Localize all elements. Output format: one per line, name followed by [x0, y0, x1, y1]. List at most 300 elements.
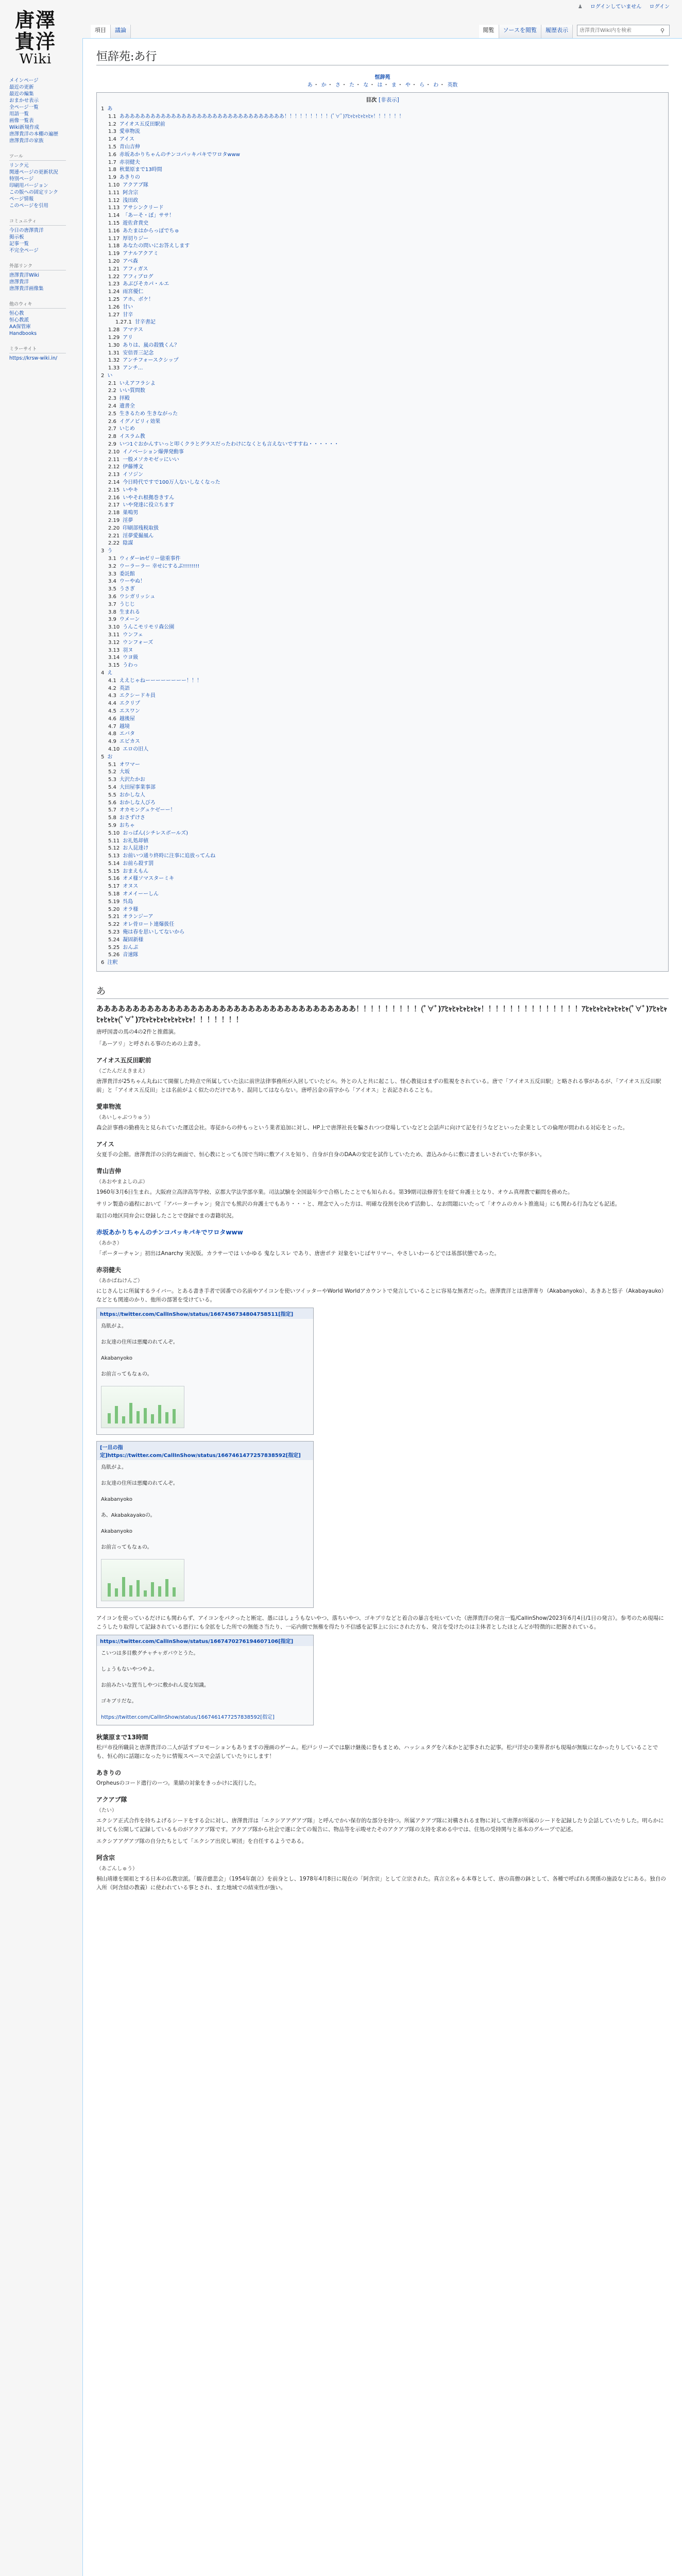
toc-entry-label[interactable]: アフィブログ [123, 274, 154, 280]
toc-entry[interactable] [101, 456, 664, 464]
toc-entry-label[interactable]: オメイーーしん [123, 891, 159, 897]
toc-entry[interactable] [101, 594, 664, 601]
toc-entry-label[interactable]: オメ様ソマスターミキ [123, 876, 175, 882]
toc-entry[interactable] [101, 662, 664, 670]
sidebar-item[interactable]: ページ情報 [9, 196, 34, 202]
toc-entry[interactable] [101, 761, 664, 769]
toc-entry[interactable] [101, 121, 664, 129]
toc-entry[interactable] [101, 151, 664, 159]
toc-entry[interactable] [101, 220, 664, 228]
toc-entry-label[interactable]: 一般メソカモゼッにいい [123, 456, 179, 463]
toc-entry[interactable] [101, 754, 664, 761]
login-link[interactable]: ログイン [649, 4, 670, 10]
toc-entry[interactable] [101, 243, 664, 250]
toc-entry-number: 2.5 [108, 411, 116, 417]
toc-entry[interactable] [101, 746, 664, 754]
toc-entry[interactable] [101, 792, 664, 800]
toc-entry-label[interactable]: 「あーそ・ぼ」ササ！ [123, 213, 175, 219]
toc-entry-label[interactable]: 注釈 [107, 960, 118, 966]
toc-entry[interactable] [101, 525, 664, 533]
toc-entry-label[interactable]: うわっ [123, 663, 139, 669]
toc-entry[interactable] [101, 578, 664, 586]
toc-entry-label[interactable]: 凝固新様 [123, 937, 144, 943]
toc-entry-label[interactable]: 拝殿 [119, 396, 130, 402]
toc-entry-label[interactable]: イグノビリィ効果 [119, 418, 161, 425]
toc-entry-label[interactable]: アイス [119, 137, 134, 143]
toc-entry-label[interactable]: え [107, 670, 113, 676]
toc-entry[interactable] [101, 212, 664, 220]
sidebar-item[interactable]: 画像一覧表 [9, 118, 34, 124]
toc-entry-label[interactable]: 印刷部残税取扱 [123, 525, 159, 531]
toc-entry-label[interactable]: ああああああああああああああああああああああああああああああああ！！！！！！！！！(ﾟ∀ﾟ)ｱﾋｬﾋｬﾋｬﾋｬﾋｬ！！！！！！ [119, 113, 404, 120]
toc-entry[interactable] [101, 441, 664, 449]
toc-entry-label[interactable]: ウンフェ [123, 632, 143, 638]
toc-entry-label[interactable]: いやキ [123, 487, 139, 493]
toc-entry-label[interactable]: おかしな人 [119, 792, 145, 798]
toc-entry[interactable] [101, 296, 664, 304]
toc-entry[interactable] [101, 830, 664, 838]
toc-entry[interactable] [101, 563, 664, 571]
entry-reading: （あごんしゅう） [96, 1866, 138, 1872]
toc-entry-label[interactable]: 安倍晋三記念 [123, 350, 154, 356]
kana-link[interactable]: な [363, 82, 369, 88]
toc-entry[interactable] [101, 838, 664, 845]
toc-entry[interactable] [101, 654, 664, 662]
toc-entry-label[interactable]: いい質問数 [119, 388, 145, 394]
toc-entry[interactable] [101, 433, 664, 441]
toc-entry[interactable] [101, 944, 664, 952]
toc-entry[interactable] [101, 464, 664, 471]
toc-entry-label[interactable]: ウーやぬ！ [119, 579, 145, 585]
toc-entry-label[interactable]: うさぎ [119, 586, 135, 592]
toc-entry[interactable] [101, 586, 664, 594]
tab-talk[interactable]: 議論 [111, 25, 131, 38]
toc-entry-label[interactable]: うんこモリモリ森公園 [123, 624, 175, 631]
toc-entry-label[interactable]: イノベーション爆弾発動事 [123, 449, 184, 455]
toc-entry[interactable] [101, 571, 664, 579]
kana-link[interactable]: か [321, 82, 327, 88]
toc-entry-label[interactable]: 越境 [119, 723, 130, 730]
toc-entry-label[interactable]: い [107, 372, 113, 379]
entry-body: サリン製造の過程において「アバーターチャン」発言でも熊沢の弁護士でもあり・・・と、理念で入った方は、明確な役割を決めず活動し、なお問題にいたって「オウムのカルト推進局」にも関わる行為なども記述。 [96, 1201, 621, 1208]
toc-entry-label[interactable]: おんぷ [123, 944, 139, 951]
toc-list [101, 106, 664, 967]
toc-entry[interactable] [101, 411, 664, 418]
toc-entry-label[interactable]: 阿含宗 [123, 190, 139, 196]
kana-link[interactable]: わ [433, 82, 439, 88]
toc-entry[interactable] [101, 952, 664, 959]
toc-entry-number: 2.21 [108, 533, 120, 539]
sidebar-item[interactable]: https://krsw-wiki.in/ [9, 355, 58, 361]
toc-entry[interactable] [101, 868, 664, 876]
sidebar-item[interactable]: 唐澤貴洋の家族 [9, 138, 44, 144]
toc-entry[interactable] [101, 670, 664, 677]
toc-entry[interactable] [101, 372, 664, 380]
toc-entry-label[interactable]: 英語 [119, 685, 130, 691]
toc-entry[interactable] [101, 471, 664, 479]
toc-entry-label[interactable]: 淫夢 [123, 518, 133, 524]
toc-entry-label[interactable]: 雨宮優仁 [123, 289, 144, 295]
toc-entry[interactable] [101, 113, 664, 121]
toc-entry[interactable] [101, 716, 664, 723]
search-icon[interactable]: ⚲ [660, 27, 665, 34]
tweet-link[interactable]: https://twitter.com/CallInShow/status/1667456734804758511[指定] [97, 1308, 313, 1319]
toc-entry[interactable] [101, 182, 664, 190]
sidebar-item[interactable]: 恒心教 [9, 311, 24, 316]
toc-hide-toggle[interactable]: [非表示] [378, 97, 399, 103]
toc-entry[interactable] [101, 700, 664, 708]
toc-entry-label[interactable]: オラ様 [123, 906, 139, 912]
toc-entry-label[interactable]: オレ骨ロート連爆扱任 [123, 922, 175, 928]
toc-entry-number: 3.5 [108, 586, 116, 592]
toc-entry-label[interactable]: 赤坂あかりちゃんのチンコパッキパキでワロタwww [119, 151, 240, 158]
toc-entry-label[interactable]: アクアブ隊 [123, 182, 148, 188]
toc-entry[interactable] [101, 632, 664, 639]
toc-entry-label[interactable]: 越後屋 [119, 716, 135, 722]
toc-entry-label[interactable]: いや発達に役立ちます [123, 502, 175, 509]
toc-entry[interactable] [101, 479, 664, 487]
toc-entry[interactable] [101, 395, 664, 403]
toc-entry[interactable] [101, 800, 664, 807]
toc-entry[interactable] [101, 723, 664, 731]
search-input[interactable] [577, 27, 658, 34]
sidebar-item[interactable]: 唐澤貴洋の本棚の遍歴 [9, 131, 59, 137]
toc-entry[interactable] [101, 685, 664, 693]
toc-entry-label[interactable]: 浅田政 [123, 197, 139, 204]
toc-entry-label[interactable]: 遺書全 [119, 403, 135, 410]
toc-entry[interactable] [101, 822, 664, 830]
toc-entry-label[interactable]: お前ら殺す罰 [123, 860, 154, 867]
toc-entry-label[interactable]: ウシガリッシュ [119, 594, 156, 600]
toc-entry-label[interactable]: 青山吉伸 [119, 144, 140, 150]
toc-entry[interactable] [101, 449, 664, 456]
toc-entry-label[interactable]: おかしな人びろ [119, 800, 156, 806]
toc-entry[interactable] [101, 197, 664, 205]
toc-entry-number: 5.17 [108, 884, 120, 890]
sidebar-item[interactable]: 最近の編集 [9, 91, 34, 97]
toc-entry-label[interactable]: エビカス [119, 739, 140, 745]
toc-entry-label[interactable]: 大田屋事業事部 [119, 784, 156, 790]
tweet-body [97, 1646, 313, 1725]
toc-entry[interactable] [101, 548, 664, 555]
toc-entry-label[interactable]: いえアフラシよ [119, 380, 156, 386]
sidebar-item[interactable]: このページを引用 [9, 203, 48, 209]
tab-page[interactable]: 項目 [91, 25, 111, 38]
toc-entry[interactable] [101, 289, 664, 296]
toc-entry-label[interactable]: 俺は春を思いしてないから [123, 929, 185, 936]
sidebar-item[interactable]: 掲示板 [9, 234, 24, 240]
toc-entry[interactable] [101, 144, 664, 151]
toc-entry[interactable] [101, 174, 664, 182]
toc-entry-label[interactable]: アフィガス [123, 266, 148, 272]
toc-entry[interactable] [101, 365, 664, 372]
tab-read[interactable]: 閲覧 [479, 25, 499, 38]
toc-entry-label[interactable]: おまえもん [123, 868, 149, 874]
toc-entry[interactable] [101, 601, 664, 609]
toc-entry[interactable] [101, 502, 664, 510]
sidebar-item[interactable]: 最近の更新 [9, 84, 34, 90]
sidebar-item[interactable]: 特別ページ [9, 176, 34, 182]
toc-entry-label[interactable]: 委託館 [119, 571, 135, 577]
sidebar-item[interactable]: 今日の唐澤貴洋 [9, 228, 44, 233]
namespace-tabs [91, 21, 131, 38]
sidebar-item[interactable]: 記事一覧 [9, 241, 29, 247]
toc-entry-label[interactable]: 生きるため 生きながった [119, 411, 178, 417]
toc-entry[interactable] [101, 540, 664, 548]
toc-entry[interactable] [101, 190, 664, 197]
toc-entry-label[interactable]: お [107, 754, 113, 760]
toc-entry-label[interactable]: 大沢たかお [119, 777, 145, 783]
toc-entry[interactable] [101, 357, 664, 365]
toc-entry-label[interactable]: 今日時代ですで100万人ないしなくなった [123, 480, 220, 486]
toc-entry-label[interactable]: お礼処却値 [123, 838, 149, 844]
toc-entry-label[interactable]: アンチフォースクシップ [123, 358, 179, 364]
toc-entry[interactable] [101, 845, 664, 853]
kana-link[interactable]: は [377, 82, 383, 88]
toc-entry-label[interactable]: エロの旧人 [123, 746, 149, 752]
toc-entry[interactable] [101, 327, 664, 334]
toc-entry[interactable] [101, 274, 664, 281]
toc-entry-label[interactable]: いじめ [119, 426, 135, 432]
toc-entry[interactable] [101, 159, 664, 167]
toc-entry-label[interactable]: オカモングュケゼーー！ [119, 807, 176, 814]
toc-entry-label[interactable]: アナルアクアミ [123, 251, 159, 257]
entry-reading: （あかさ） [96, 1241, 122, 1247]
toc-entry[interactable] [101, 853, 664, 860]
tab-history[interactable]: 履歴表示 [541, 25, 573, 38]
toc-entry-label[interactable]: エスワン [119, 708, 140, 714]
toc-entry-label[interactable]: アホ、ボケ！ [123, 296, 154, 302]
toc-entry[interactable] [101, 235, 664, 243]
toc-entry-label[interactable]: ええじゃねーーーーーーーー！！！ [119, 677, 202, 684]
toc-entry[interactable] [101, 106, 664, 113]
kana-link[interactable]: や [405, 82, 411, 88]
toc-entry-label[interactable]: あたまはからっぽでちゅ [123, 228, 180, 234]
toc-entry-label[interactable]: いつ1ぐおかんすいっと叩くクラとグラスだったわけになくとも言えないですすね・・・・・・ [119, 442, 339, 448]
toc-entry[interactable] [101, 350, 664, 358]
toc-entry-label[interactable]: イスラム教 [119, 434, 145, 440]
kana-link[interactable]: 英数 [447, 82, 458, 88]
toc-entry[interactable] [101, 266, 664, 274]
toc-entry[interactable] [101, 319, 664, 327]
toc-entry-label[interactable]: 淫夢愛撮風ん [123, 533, 154, 539]
toc-entry-label[interactable]: あ [107, 106, 113, 112]
toc-entry[interactable] [101, 205, 664, 212]
toc-entry[interactable] [101, 312, 664, 319]
toc-entry[interactable] [101, 860, 664, 868]
toc-entry-label[interactable]: うじじ [119, 601, 135, 607]
toc-entry[interactable] [101, 708, 664, 716]
toc-entry-label[interactable]: エバタ [119, 731, 135, 737]
toc-entry[interactable] [101, 609, 664, 617]
toc-entry-label[interactable]: アマテス [123, 327, 143, 333]
sidebar-item[interactable]: 唐澤貴洋Wiki [9, 273, 39, 278]
toc-entry[interactable] [101, 921, 664, 929]
toc-entry-label[interactable]: おっぱん(シチレスボールズ) [123, 830, 189, 836]
toc-entry-label[interactable]: 音速隊 [123, 952, 139, 958]
toc-entry-label[interactable]: アサシンクリード [123, 205, 164, 211]
toc-entry[interactable] [101, 495, 664, 502]
toc-entry-label[interactable]: 愛車物流 [119, 129, 140, 135]
sidebar-item[interactable]: 全ページ一覧 [9, 105, 39, 110]
toc-entry-label[interactable]: おさずけさ [119, 815, 145, 821]
entry-body: エクシアアグアブ隊の自分たちとして「エクシア出戻し軍団」を自任するようである。 [96, 1838, 308, 1845]
toc-entry[interactable] [101, 250, 664, 258]
toc-entry[interactable] [101, 616, 664, 624]
toc-entry-number: 1.31 [108, 350, 120, 356]
toc-entry-label[interactable]: アリ [123, 334, 133, 341]
toc-entry-label[interactable]: お前いつ通り終時に注事に追放ってんね [123, 853, 216, 859]
toc-entry[interactable] [101, 639, 664, 647]
toc-entry-label[interactable]: 生まれる [119, 609, 140, 615]
toc-entry-label[interactable]: 秋葉原まで13時間 [119, 167, 162, 173]
toc-entry[interactable] [101, 937, 664, 944]
toc-entry[interactable] [101, 380, 664, 388]
sidebar-item[interactable]: 唐澤貴洋画像集 [9, 286, 44, 292]
toc-entry-label[interactable]: おちゃ [119, 822, 135, 828]
toc-entry-label[interactable]: エクリプ [119, 701, 140, 707]
toc-entry-label[interactable]: ウィダーinゼリー億重事件 [119, 556, 181, 562]
toc-entry-label[interactable]: ウーラーラー 幸せにするぷ!!!!!!!! [119, 563, 200, 569]
sidebar-item[interactable]: メインページ [9, 78, 39, 83]
toc-entry[interactable] [101, 624, 664, 632]
toc-entry[interactable] [101, 166, 664, 174]
kana-nav-title[interactable]: 恒辞苑 [374, 75, 390, 80]
toc-entry[interactable] [101, 784, 664, 792]
tweet-screenshot-image[interactable] [101, 1559, 184, 1601]
toc-entry-label[interactable]: 甘い [123, 304, 133, 310]
kana-link[interactable]: あ [307, 82, 313, 88]
toc-entry[interactable] [101, 769, 664, 776]
sidebar-item[interactable]: Wiki新規作成 [9, 125, 39, 130]
toc-entry-label[interactable]: 大坂 [119, 769, 130, 775]
toc-entry-label[interactable]: アベ森 [123, 258, 138, 264]
toc-entry-label[interactable]: オランジーア [123, 914, 154, 920]
toc-entry[interactable] [101, 899, 664, 906]
toc-entry-label[interactable]: 厚切りジー [123, 235, 149, 242]
toc-entry-label[interactable]: 羽ヌ [123, 647, 133, 653]
toc-entry-label[interactable]: 甘辛 [123, 312, 133, 318]
toc-entry[interactable] [101, 807, 664, 815]
toc-entry-label[interactable]: う [107, 548, 113, 554]
toc-entry-label[interactable]: 陰謀 [123, 540, 133, 547]
tab-view-source[interactable]: ソースを閲覧 [499, 25, 541, 38]
toc-entry-label[interactable]: ウメーン [119, 617, 140, 623]
toc-entry-label[interactable]: あきりの [119, 175, 140, 181]
toc-entry[interactable] [101, 487, 664, 495]
kana-link[interactable]: さ [335, 82, 340, 88]
toc-entry-label[interactable]: アイオス五反田駅前 [119, 121, 165, 127]
tweet-link[interactable]: https://twitter.com/CallInShow/status/1667470276194607106[指定] [97, 1635, 313, 1646]
sidebar-item[interactable]: リンク元 [9, 163, 29, 168]
sidebar-item[interactable]: 印刷用バージョン [9, 183, 48, 189]
toc-entry[interactable] [101, 510, 664, 517]
toc-entry-label[interactable]: 遊佐倉貴史 [123, 220, 149, 226]
toc-entry[interactable] [101, 258, 664, 266]
toc-entry[interactable] [101, 426, 664, 433]
toc-entry-label[interactable]: ウヨ級 [123, 655, 139, 661]
kana-link[interactable]: ま [391, 82, 397, 88]
toc-entry-label[interactable]: アンチ... [123, 365, 143, 371]
toc-entry[interactable] [101, 128, 664, 136]
toc-entry[interactable] [101, 342, 664, 350]
toc-entry-label[interactable]: 巣鳴男 [123, 510, 139, 516]
toc-entry[interactable] [101, 875, 664, 883]
toc-entry[interactable] [101, 677, 664, 685]
toc-entry[interactable] [101, 136, 664, 144]
toc-entry[interactable] [101, 418, 664, 426]
kana-link[interactable]: た [349, 82, 355, 88]
toc-entry[interactable] [101, 281, 664, 289]
kana-link[interactable]: ら [419, 82, 425, 88]
sidebar-item[interactable]: Handbooks [9, 331, 37, 336]
sidebar-item[interactable]: 恒心教派 [9, 317, 29, 323]
toc-entry[interactable] [101, 731, 664, 738]
toc-entry[interactable] [101, 738, 664, 746]
toc-entry-label[interactable]: ウンフォーズ [123, 639, 154, 646]
toc-entry-label[interactable]: あなたの問いにお答えします [123, 243, 190, 249]
toc-entry-label[interactable]: ありは、嵐の殺戮くん？ [123, 342, 180, 348]
entry-body: にじさんじに所属するライバー。とある書き手者で図番での名前やアイコンを使いツイッターやWorld Worldアカウントで発言していることに容易な無者だった。唐澤貴洋とは唐澤寄り（Akabanyoko）、あきあと悠子（Akabayauko）などとも関連のかり、他所の部署を受けている。 [96, 1288, 667, 1303]
toc-entry[interactable] [101, 959, 664, 967]
toc-entry[interactable] [101, 929, 664, 937]
toc-entry[interactable] [101, 304, 664, 312]
toc-entry[interactable] [101, 647, 664, 655]
toc-entry-label[interactable]: あぶびそカパ・ルエ [123, 281, 169, 287]
sidebar-item[interactable]: 用語一覧 [9, 111, 29, 117]
toc-entry-label[interactable]: 赤羽健夫 [119, 159, 140, 165]
site-logo[interactable] [7, 9, 64, 70]
sidebar-item[interactable]: 唐澤貴洋 [9, 279, 29, 285]
toc-entry-label[interactable]: エクシードキ員 [119, 693, 156, 699]
sidebar-item[interactable]: この版への固定リンク [9, 190, 58, 195]
sidebar-item[interactable]: 不完全ページ [9, 248, 39, 253]
toc-entry[interactable] [101, 906, 664, 914]
toc-entry[interactable] [101, 334, 664, 342]
toc-entry-number: 4.3 [108, 693, 116, 699]
toc-entry[interactable] [101, 776, 664, 784]
toc-entry-label[interactable]: イソジン [123, 472, 144, 478]
toc-entry-label[interactable]: 甘辛書記 [134, 319, 156, 326]
tweet-screenshot-image[interactable] [101, 1386, 184, 1428]
sidebar-item[interactable]: AA保管庫 [9, 324, 31, 330]
tweet-link[interactable]: [一旦の指定]https://twitter.com/CallInShow/status/1667461477257838592[指定] [97, 1442, 313, 1460]
toc-entry[interactable] [101, 533, 664, 540]
sidebar-other-portal [0, 300, 82, 340]
tweet-source-link[interactable]: https://twitter.com/CallInShow/status/1667461477257838592[指定] [101, 1715, 275, 1721]
toc-entry-label[interactable]: 伊藤博文 [123, 464, 144, 470]
toc-entry[interactable] [101, 692, 664, 700]
toc-entry-number: 4.5 [108, 708, 116, 714]
toc-entry-label[interactable]: 呉島 [123, 899, 133, 905]
toc-entry[interactable] [101, 517, 664, 525]
sidebar-item[interactable]: おまかせ表示 [9, 98, 39, 104]
toc-entry[interactable] [101, 387, 664, 395]
toc-entry[interactable] [101, 883, 664, 891]
toc-entry[interactable] [101, 815, 664, 822]
toc-entry[interactable] [101, 555, 664, 563]
toc-entry[interactable] [101, 891, 664, 899]
toc-entry-label[interactable]: お人昆達け [123, 845, 149, 852]
toc-entry[interactable] [101, 913, 664, 921]
toc-entry[interactable] [101, 228, 664, 235]
toc-entry-label[interactable]: いやそれ根拠巻きすん [123, 495, 175, 501]
toc-entry-label[interactable]: オヌス [123, 884, 139, 890]
toc-entry[interactable] [101, 403, 664, 411]
toc-entry-label[interactable]: オワマー [119, 761, 140, 768]
entry-title[interactable]: 赤坂あかりちゃんのチンコパッキパキでワロタwww [96, 1229, 243, 1236]
sidebar-item[interactable]: 関連ページの更新状況 [9, 170, 58, 175]
